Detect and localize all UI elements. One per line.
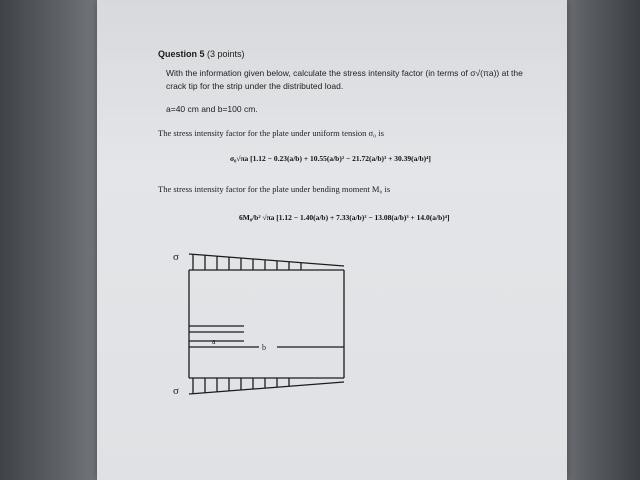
given-values: a=40 cm and b=100 cm. bbox=[166, 104, 258, 114]
question-body: With the information given below, calculate the stress intensity factor (in terms of σ√(πa)) at the crack tip for the strip under the distributed load. bbox=[166, 68, 523, 91]
strip-diagram bbox=[169, 248, 359, 398]
question-number: Question 5 bbox=[158, 49, 205, 59]
monitor-bezel-left bbox=[0, 0, 100, 480]
bottom-distributed-load bbox=[189, 378, 344, 394]
strip-body bbox=[189, 270, 344, 378]
document-page bbox=[97, 0, 567, 480]
monitor-bezel-right bbox=[560, 0, 640, 480]
crack-length-label: a bbox=[212, 337, 216, 346]
top-distributed-load bbox=[189, 254, 344, 270]
strip-width-label: b bbox=[262, 343, 266, 352]
uniform-tension-text: The stress intensity factor for the plate under uniform tension σ₀ is bbox=[158, 128, 384, 138]
top-load-label: σ bbox=[173, 251, 179, 263]
question-title bbox=[158, 49, 245, 59]
bottom-load-label: σ bbox=[173, 385, 179, 397]
bending-moment-text: The stress intensity factor for the plate under bending moment M₀ is bbox=[158, 184, 391, 194]
bending-moment-formula: 6M₀/b² √πa [1.12 − 1.40(a/b) + 7.33(a/b)² − 13.08(a/b)³ + 14.0(a/b)⁴] bbox=[239, 213, 450, 222]
question-points: (3 points) bbox=[207, 49, 245, 59]
uniform-tension-formula: σ₀√πa [1.12 − 0.23(a/b) + 10.55(a/b)² − 21.72(a/b)³ + 30.39(a/b)⁴] bbox=[230, 154, 431, 163]
